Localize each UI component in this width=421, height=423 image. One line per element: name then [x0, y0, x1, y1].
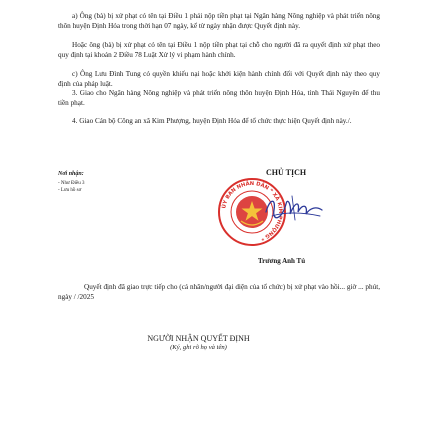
svg-text:ỦY BAN NHÂN DÂN * XÃ KIM PHƯỢN: ỦY BAN NHÂN DÂN * XÃ KIM PHƯỢNG * — [221, 180, 284, 242]
paragraph-assign-police: 4. Giao Cán bộ Công an xã Kim Phượng, huyện Định Hóa để tổ chức thực hiện Quyết định này./. — [72, 117, 352, 125]
recipient-item: - Như Điều 3 — [58, 181, 85, 186]
paragraph-payment-bank: a) Ông (bà) bị xử phạt có tên tại Điều 1 phải nộp tiền phạt tại Ngân hàng Nông nghiệp và phát triển nông thôn huyện Định Hóa trong thời hạn 07 ngày, kể từ ngày nhận được Quyết định này. — [58, 12, 380, 30]
paragraph-right-to-appeal: c) Ông Lưu Đình Tung có quyền khiếu nại hoặc khởi kiện hành chính đối với Quyết định này theo quy định của pháp luật. — [58, 70, 380, 88]
paragraph-payment-on-site: Hoặc ông (bà) bị xử phạt có tên tại Điều 1 nộp tiền phạt tại chỗ cho người đã ra quyết định xử phạt theo quy định tại khoản 2 Điều 78 Luật Xử lý vi phạm hành chính. — [58, 41, 380, 59]
recipient-signature-instruction: (Ký, ghi rõ họ và tên) — [170, 344, 227, 351]
recipient-signature-title: NGƯỜI NHẬN QUYẾT ĐỊNH — [147, 334, 250, 343]
recipients-list — [58, 180, 84, 195]
recipient-item: - Lưu hồ sơ — [58, 188, 82, 194]
signer-name: Trương Anh Tú — [258, 257, 306, 265]
delivery-note: Quyết định đã giao trực tiếp cho (cá nhân/người đại diện của tổ chức) bị xử phạt vào hồi... giờ ... phút, ngày / /2025 — [58, 283, 380, 301]
recipients-label: Nơi nhận: — [58, 171, 84, 177]
chairman-title: CHỦ TỊCH — [266, 168, 307, 177]
paragraph-assign-bank: 3. Giao cho Ngân hàng Nông nghiệp và phát triển nông thôn huyện Định Hóa, tỉnh Thái Nguyên để thu tiền phạt. — [58, 89, 380, 107]
handwritten-signature-icon — [262, 190, 326, 226]
